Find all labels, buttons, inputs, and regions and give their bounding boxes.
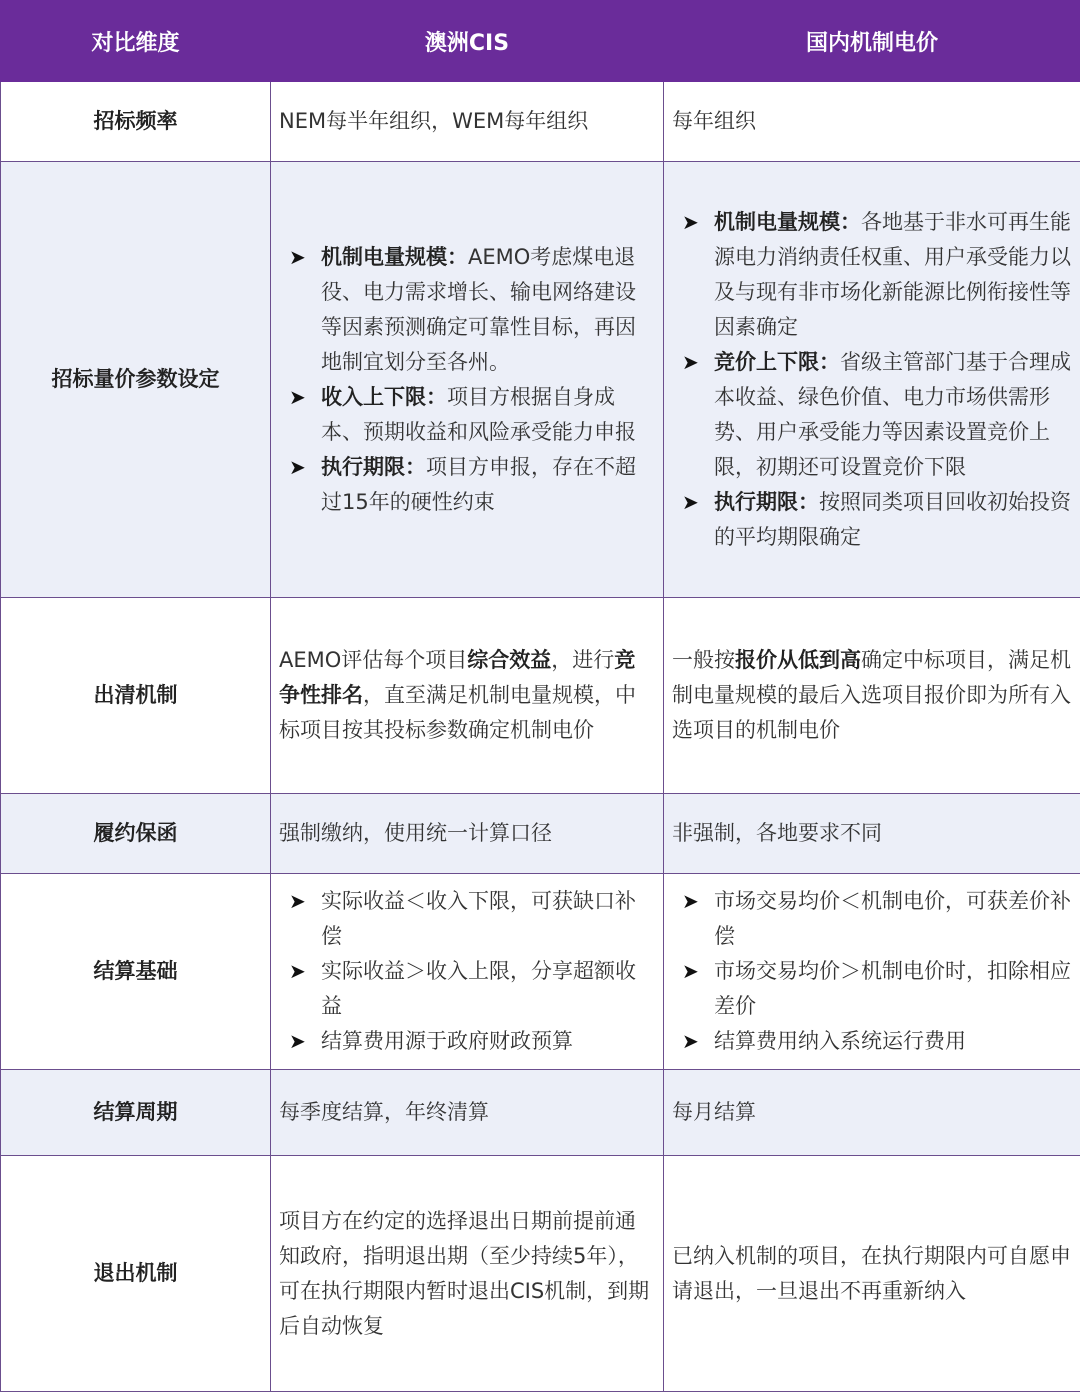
- list-item: [678, 205, 1072, 345]
- row-dimension-label: 出清机制: [1, 598, 271, 794]
- item-text: 项目方申报，存在不超过15年的硬性约束: [321, 455, 636, 514]
- row-dimension-label: 招标量价参数设定: [1, 162, 271, 598]
- cell-china: 已纳入机制的项目，在执行期限内可自愿申请退出，一旦退出不再重新纳入: [664, 1156, 1080, 1392]
- item-text: 实际收益＞收入上限，分享超额收益: [321, 959, 636, 1018]
- text-run: AEMO评估每个项目: [279, 648, 467, 672]
- arrow-bullet-icon: ➤: [289, 884, 306, 919]
- cell-china: [664, 598, 1080, 794]
- table-row: [1, 162, 1080, 598]
- emphasis-text: 报价从低到高: [735, 648, 861, 672]
- text-run: 一般按: [672, 648, 735, 672]
- list-item: [285, 380, 655, 450]
- list-item: [678, 954, 1072, 1024]
- cell-china: 每年组织: [664, 82, 1080, 162]
- table-row: [1, 82, 1080, 162]
- table-row: [1, 598, 1080, 794]
- row-dimension-label: 招标频率: [1, 82, 271, 162]
- table-row: [1, 874, 1080, 1070]
- arrow-bullet-icon: ➤: [289, 954, 306, 989]
- bullet-list: [279, 884, 655, 1059]
- item-text: 结算费用源于政府财政预算: [321, 1029, 573, 1053]
- arrow-bullet-icon: ➤: [682, 485, 699, 520]
- cell-china: 非强制，各地要求不同: [664, 794, 1080, 874]
- list-item: [285, 1024, 655, 1059]
- emphasis-text: 竞争性排名: [279, 648, 635, 707]
- arrow-bullet-icon: ➤: [682, 1024, 699, 1059]
- cell-australia: 项目方在约定的选择退出日期前提前通知政府，指明退出期（至少持续5年），可在执行期限内暂时退出CIS机制，到期后自动恢复: [271, 1156, 664, 1392]
- item-text: 市场交易均价＜机制电价，可获差价补偿: [714, 889, 1071, 948]
- row-dimension-label: 结算周期: [1, 1070, 271, 1156]
- item-label: 机制电量规模：: [321, 245, 468, 269]
- header-china-mechanism-price: 国内机制电价: [664, 1, 1080, 82]
- text-run: 确定中标项目，满足机制电量规模的最后入选项目报价即为所有入选项目的机制电价: [672, 648, 1071, 742]
- list-item: [678, 485, 1072, 555]
- cell-australia: NEM每半年组织，WEM每年组织: [271, 82, 664, 162]
- item-text: 结算费用纳入系统运行费用: [714, 1029, 966, 1053]
- item-label: 竞价上下限：: [714, 350, 840, 374]
- cell-china: [664, 162, 1080, 598]
- bullet-list: [672, 884, 1072, 1059]
- item-label: 收入上下限：: [321, 385, 447, 409]
- item-text: AEMO考虑煤电退役、电力需求增长、输电网络建设等因素预测确定可靠性目标，再因地制宜划分至各州。: [321, 245, 636, 374]
- item-text: 省级主管部门基于合理成本收益、绿色价值、电力市场供需形势、用户承受能力等因素设置竞价上限，初期还可设置竞价下限: [714, 350, 1071, 479]
- row-dimension-label: 退出机制: [1, 1156, 271, 1392]
- cell-australia: 每季度结算，年终清算: [271, 1070, 664, 1156]
- emphasis-text: 综合效益: [467, 648, 551, 672]
- text-run: ，直至满足机制电量规模，中标项目按其投标参数确定机制电价: [279, 683, 636, 742]
- arrow-bullet-icon: ➤: [682, 954, 699, 989]
- text-run: ，进行: [551, 648, 614, 672]
- arrow-bullet-icon: ➤: [682, 205, 699, 240]
- item-label: 机制电量规模：: [714, 210, 861, 234]
- header-row: [1, 1, 1080, 82]
- table-row: [1, 794, 1080, 874]
- item-text: 项目方根据自身成本、预期收益和风险承受能力申报: [321, 385, 636, 444]
- item-label: 执行期限：: [321, 455, 426, 479]
- table-row: [1, 1156, 1080, 1392]
- item-text: 实际收益＜收入下限，可获缺口补偿: [321, 889, 636, 948]
- item-text: 市场交易均价＞机制电价时，扣除相应差价: [714, 959, 1071, 1018]
- cell-australia: [271, 598, 664, 794]
- list-item: [285, 884, 655, 954]
- table-row: [1, 1070, 1080, 1156]
- arrow-bullet-icon: ➤: [289, 380, 306, 415]
- list-item: [285, 954, 655, 1024]
- row-dimension-label: 结算基础: [1, 874, 271, 1070]
- cell-australia: 强制缴纳，使用统一计算口径: [271, 794, 664, 874]
- header-australia-cis: 澳洲CIS: [271, 1, 664, 82]
- item-label: 执行期限：: [714, 490, 819, 514]
- item-text: 按照同类项目回收初始投资的平均期限确定: [714, 490, 1071, 549]
- arrow-bullet-icon: ➤: [289, 450, 306, 485]
- cell-australia: [271, 162, 664, 598]
- row-dimension-label: 履约保函: [1, 794, 271, 874]
- item-text: 各地基于非水可再生能源电力消纳责任权重、用户承受能力以及与现有非市场化新能源比例衔接性等因素确定: [714, 210, 1071, 339]
- header-dimension: 对比维度: [1, 1, 271, 82]
- bullet-list: [672, 205, 1072, 555]
- list-item: [285, 450, 655, 520]
- arrow-bullet-icon: ➤: [289, 240, 306, 275]
- list-item: [678, 345, 1072, 485]
- bullet-list: [279, 240, 655, 520]
- arrow-bullet-icon: ➤: [289, 1024, 306, 1059]
- cell-australia: [271, 874, 664, 1070]
- arrow-bullet-icon: ➤: [682, 345, 699, 380]
- list-item: [678, 1024, 1072, 1059]
- list-item: [285, 240, 655, 380]
- cell-china: [664, 874, 1080, 1070]
- list-item: [678, 884, 1072, 954]
- arrow-bullet-icon: ➤: [682, 884, 699, 919]
- cell-china: 每月结算: [664, 1070, 1080, 1156]
